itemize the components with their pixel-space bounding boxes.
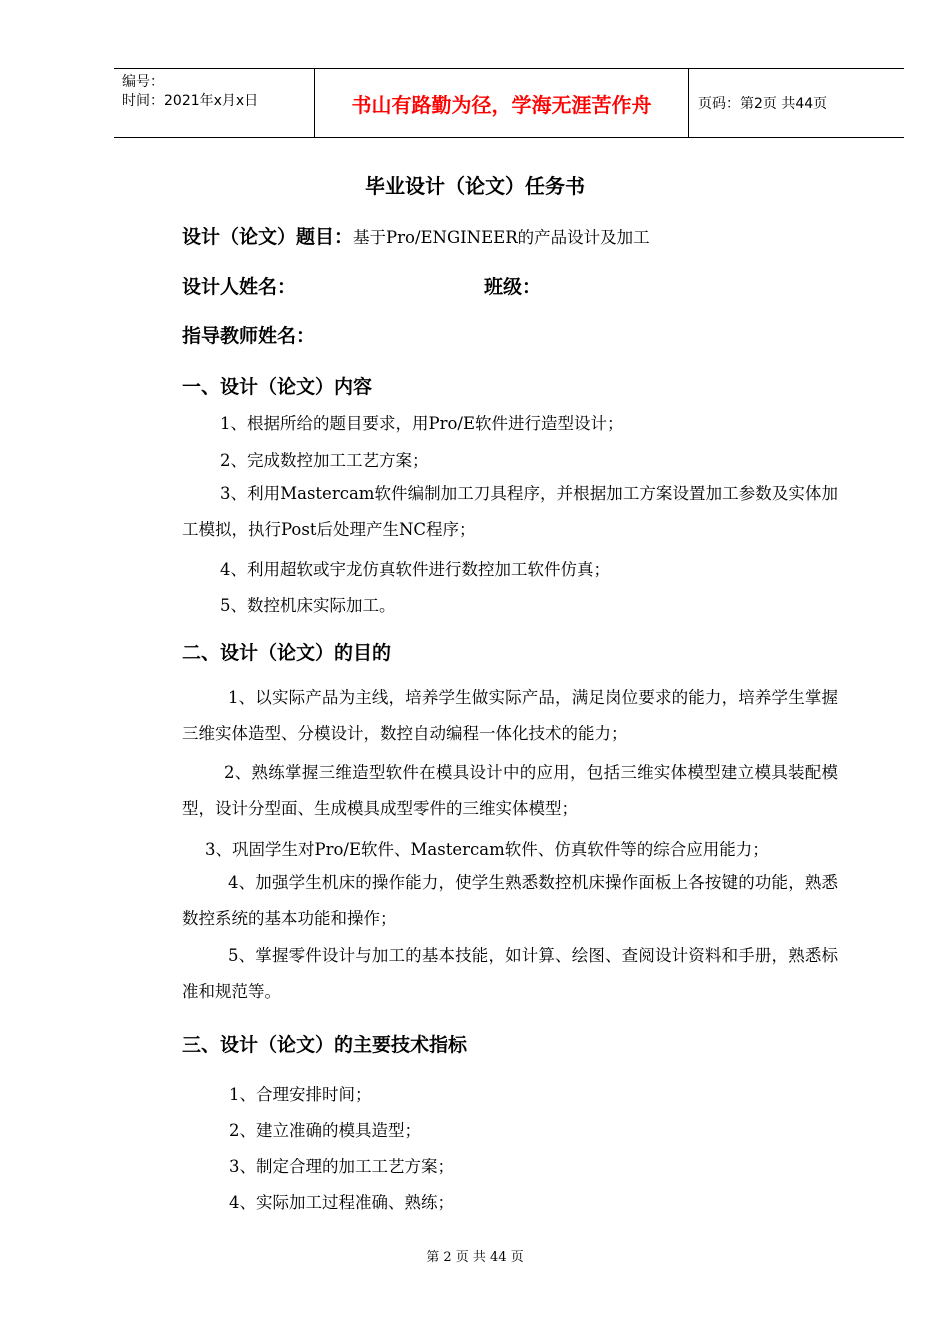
list-item: 1、根据所给的题目要求，用Pro/E软件进行造型设计； [220,414,624,433]
document-title: 毕业设计（论文）任务书 [365,174,585,198]
list-item: 3、利用Mastercam软件编制加工刀具程序，并根据加工方案设置加工参数及实体加工模拟，执行Post后处理产生NC程序； [182,484,838,539]
list-item: 2、建立准确的模具造型； [229,1121,421,1140]
section-heading: 二、设计（论文）的目的 [182,642,392,664]
list-item: 5、掌握零件设计与加工的基本技能，如计算、绘图、查阅设计资料和手册，熟悉标准和规范等。 [182,946,838,1001]
list-item: 4、加强学生机床的操作能力，使学生熟悉数控机床操作面板上各按键的功能，熟悉数控系统的基本功能和操作； [182,873,838,928]
list-item: 5、数控机床实际加工。 [220,596,396,615]
serial-label: 编号： [122,74,164,90]
time-label: 时间：2021年x月x日 [122,93,259,109]
list-item: 2、熟练掌握三维造型软件在模具设计中的应用，包括三维实体模型建立模具装配模型，设计分型面、生成模具成型零件的三维实体模型； [182,763,838,818]
class-label: 班级： [484,276,542,298]
section-heading: 三、设计（论文）的主要技术指标 [182,1034,468,1056]
designer-line [182,272,296,299]
list-item: 4、实际加工过程准确、熟练； [229,1193,454,1212]
topic-value: 基于Pro/ENGINEER的产品设计及加工 [353,228,650,247]
list-item: 3、制定合理的加工工艺方案； [229,1157,454,1176]
page-header [114,68,904,138]
topic-label: 设计（论文）题目： [182,226,354,248]
header-page-info: 页码：第2页 共44页 [698,96,828,112]
header-divider [688,69,689,137]
list-item: 1、合理安排时间； [229,1085,372,1104]
topic-line [182,222,650,249]
page-footer: 第 2 页 共 44 页 [426,1250,524,1265]
header-meta [122,73,258,111]
section-heading: 一、设计（论文）内容 [182,376,373,398]
list-item: 1、以实际产品为主线，培养学生做实际产品，满足岗位要求的能力，培养学生掌握三维实体造型、分模设计，数控自动编程一体化技术的能力； [182,688,838,743]
list-item: 3、巩固学生对Pro/E软件、Mastercam软件、仿真软件等的综合应用能力； [205,840,769,859]
list-item: 2、完成数控加工工艺方案； [220,451,429,470]
class-line [484,272,541,299]
advisor-line [182,321,315,348]
advisor-label: 指导教师姓名： [182,325,316,347]
list-item: 4、利用超软或宇龙仿真软件进行数控加工软件仿真； [220,560,610,579]
header-motto: 书山有路勤为径，学海无涯苦作舟 [351,92,652,117]
designer-label: 设计人姓名： [182,276,297,298]
